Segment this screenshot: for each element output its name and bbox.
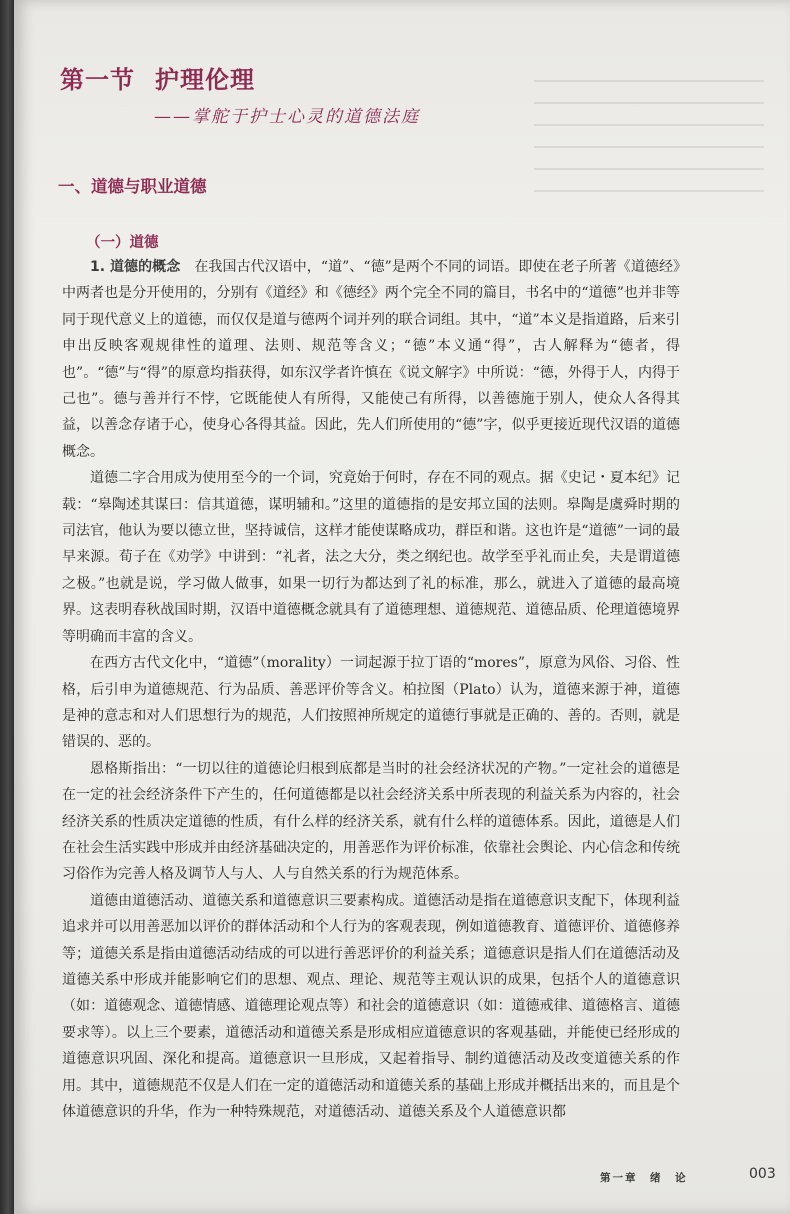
heading-level-2: （一）道德 bbox=[86, 235, 159, 251]
show-through-text bbox=[534, 80, 764, 200]
body-text bbox=[62, 254, 680, 1125]
paragraph-text: 在我国古代汉语中，“道”、“德”是两个不同的词语。即使在老子所著《道德经》中两者也是分开使用的，分别有《道经》和《德经》两个完全不同的篇目，书名中的“道德”也并非等同于现代意义上的道德，而仅仅是道与德两个词并列的联合词组。其中，“道”本义是指道路，后来引申出反映客观规律性的道理、法则、规范等含义；“德”本义通“得”，古人解释为“德者，得也”。“德”与“得”的原意均指获得，如东汉学者许慎在《说文解字》中所说：“德，外得于人，内得于己也”。德与善并行不悖，它既能使人有所得，又能使己有所得，以善德施于别人，使众人各得其益，以善念存诸于心，使身心各得其益。因此，先人们所使用的“德”字，似乎更接近现代汉语的道德概念。 bbox=[62, 259, 680, 460]
paragraph: 道德由道德活动、道德关系和道德意识三要素构成。道德活动是指在道德意识支配下，体现利益追求并可以用善恶加以评价的群体活动和个人行为的客观表现，例如道德教育、道德评价、道德修养等；道德关系是指由道德活动结成的可以进行善恶评价的利益关系；道德意识是指人们在道德活动及道德关系中形成并能影响它们的思想、观点、理论、规范等主观认识的成果，包括个人的道德意识（如：道德观念、道德情感、道德理论观点等）和社会的道德意识（如：道德戒律、道德格言、道德要求等）。以上三个要素，道德活动和道德关系是形成相应道德意识的客观基础，并能使已经形成的道德意识巩固、深化和提高。道德意识一旦形成，又起着指导、制约道德活动及改变道德关系的作用。其中，道德规范不仅是人们在一定的道德活动和道德关系的基础上形成并概括出来的，而且是个体道德意识的升华，作为一种特殊规范，对道德活动、道德关系及个人道德意识都 bbox=[62, 892, 680, 1120]
heading-level-1: 一、道德与职业道德 bbox=[58, 177, 207, 196]
paragraph: 恩格斯指出：“一切以往的道德论归根到底都是当时的社会经济状况的产物。”一定社会的道德是在一定的社会经济条件下产生的，任何道德都是以社会经济关系中所表现的利益关系为内容的，社会经济关系的性质决定道德的性质，有什么样的经济关系，就有什么样的道德体系。因此，道德是人们在社会生活实践中形成并由经济基础决定的，用善恶作为评价标准，依靠社会舆论、内心信念和传统习俗作为完善人格及调节人与人、人与自然关系的行为规范体系。 bbox=[62, 760, 680, 883]
term-label: 1. 道德的概念 bbox=[90, 259, 181, 275]
paragraph: 道德二字合用成为使用至今的一个词，究竟始于何时，存在不同的观点。据《史记・夏本纪》记载：“皋陶述其谋曰：信其道德，谋明辅和。”这里的道德指的是安邦立国的法则。皋陶是虞舜时期的司法官，他认为要以德立世，坚持诚信，这样才能使谋略成功，群臣和谐。这也许是“道德”一词的最早来源。荀子在《劝学》中讲到：“礼者，法之大分，类之纲纪也。故学至乎礼而止矣，夫是谓道德之极。”也就是说，学习做人做事，如果一切行为都达到了礼的标准，那么，就进入了道德的最高境界。这表明春秋战国时期，汉语中道德概念就具有了道德理想、道德规范、道德品质、伦理道德境界等明确而丰富的含义。 bbox=[62, 470, 680, 645]
footer-chapter: 第一章 绪 论 bbox=[600, 1172, 688, 1184]
section-number: 第一节 bbox=[60, 65, 135, 94]
section-title-text: 护理伦理 bbox=[155, 65, 255, 94]
book-page bbox=[14, 0, 790, 1214]
paragraph: 在西方古代文化中，“道德”（morality）一词起源于拉丁语的“mores”，原意为风俗、习俗、性格，后引申为道德规范、行为品质、善恶评价等含义。柏拉图（Plato）认为，道德来源于神，道德是神的意志和对人们思想行为的规范，人们按照神所规定的道德行事就是正确的、善的。否则，就是错误的、恶的。 bbox=[62, 655, 680, 751]
paragraph bbox=[62, 254, 680, 465]
section-title bbox=[60, 60, 255, 95]
page-number: 003 bbox=[749, 1166, 776, 1182]
section-subtitle: ——掌舵于护士心灵的道德法庭 bbox=[154, 107, 420, 127]
